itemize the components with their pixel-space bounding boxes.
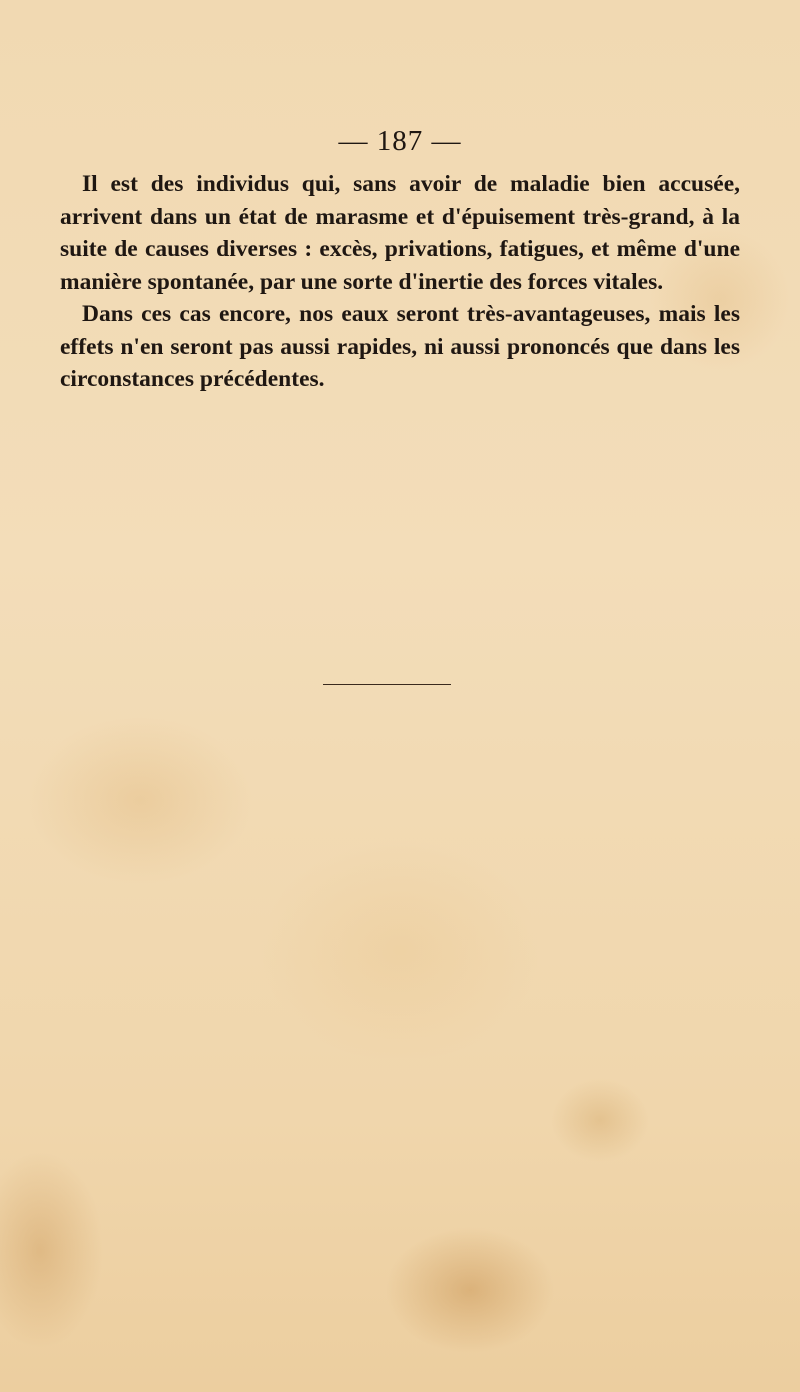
paragraph-2: Dans ces cas encore, nos eaux seront très-avantageuses, mais les effets n'en seront pas aussi rapides, ni aussi prononcés que dans les circonstances précédentes. bbox=[60, 301, 740, 392]
paragraph-1: Il est des individus qui, sans avoir de maladie bien accusée, arrivent dans un état de marasme et d'épuisement très-grand, à la suite de causes diverses : excès, privations, fatigues, et même d'une manière spontanée, par une sorte d'inertie des forces vitales. bbox=[60, 171, 740, 295]
body-text bbox=[60, 168, 740, 396]
page-number: — 187 — bbox=[338, 125, 462, 157]
section-divider bbox=[323, 684, 451, 685]
